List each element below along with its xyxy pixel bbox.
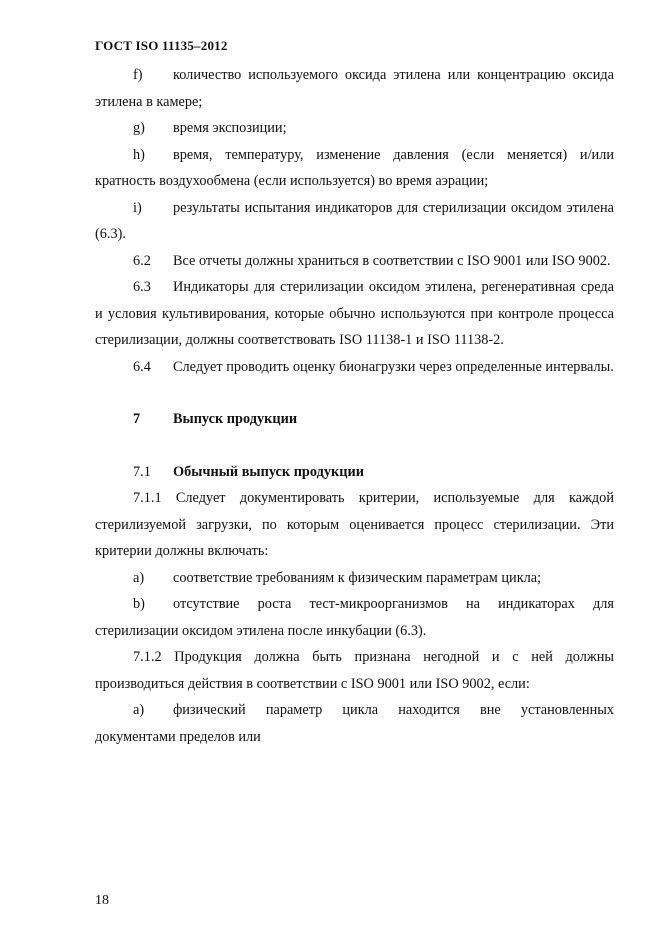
list-item-g <box>95 115 614 142</box>
item-text: соответствие требованиям к физическим параметрам цикла; <box>173 569 542 586</box>
clause-number: 7.1.1 <box>133 490 162 506</box>
clause-number: 7.1.2 <box>133 649 162 665</box>
clause-number: 6.4 <box>133 358 151 375</box>
clause-7-1-2 <box>95 644 614 697</box>
list-item-i <box>95 195 614 248</box>
section-number: 7 <box>133 411 141 427</box>
clause-text: Следует проводить оценку бионагрузки через определенные интервалы. <box>173 358 614 375</box>
document-header: ГОСТ ISO 11135–2012 <box>95 38 228 53</box>
clause-6-4 <box>95 354 614 381</box>
item-text: физический параметр цикла находится вне установленных документами пределов или <box>95 702 614 745</box>
document-body <box>95 62 614 750</box>
clause-6-2 <box>95 248 614 275</box>
item-label: a) <box>133 702 145 718</box>
section-title: Выпуск продукции <box>173 411 298 427</box>
list-item-f <box>95 62 614 115</box>
clause-text: Все отчеты должны храниться в соответствии с ISO 9001 или ISO 9002. <box>173 252 611 269</box>
item-label: i) <box>133 199 142 216</box>
subsection-title: Обычный выпуск продукции <box>173 463 364 480</box>
clause-6-3 <box>95 274 614 354</box>
item-text: количество используемого оксида этилена или концентрацию оксида этилена в камере; <box>95 67 614 110</box>
item-text: отсутствие роста тест-микроорганизмов на индикаторах для стерилизации оксидом этилена после инкубации (6.3). <box>95 596 614 639</box>
list-item-a <box>95 697 614 750</box>
item-label: a) <box>133 569 145 586</box>
clause-text: Индикаторы для стерилизации оксидом этилена, регенеративная среда и условия культивирования, которые обычно используются при контроле процесса стерилизации, должны соответствовать ISO 11138-1 и ISO 11138-2. <box>95 279 614 348</box>
clause-number: 6.3 <box>133 279 151 295</box>
list-item-a <box>95 565 614 592</box>
item-label: f) <box>133 67 143 83</box>
item-label: b) <box>133 596 145 612</box>
item-text: результаты испытания индикаторов для стерилизации оксидом этилена (6.3). <box>95 199 614 242</box>
item-label: h) <box>133 146 145 163</box>
list-item-h <box>95 142 614 195</box>
item-text: время, температуру, изменение давления (если меняется) и/или кратность воздухообмена (если используется) во время аэрации; <box>95 146 614 189</box>
clause-7-1-1 <box>95 485 614 565</box>
item-label: g) <box>133 120 145 136</box>
clause-text: Продукция должна быть признана негодной и с ней должны производиться действия в соответствии с ISO 9001 или ISO 9002, если: <box>95 649 614 692</box>
page-number: 18 <box>95 893 109 908</box>
list-item-b <box>95 591 614 644</box>
subsection-number: 7.1 <box>133 463 151 480</box>
item-text: время экспозиции; <box>173 120 287 136</box>
clause-text: Следует документировать критерии, используемые для каждой стерилизуемой загрузки, по которым оценивается процесс стерилизации. Эти критерии должны включать: <box>95 490 614 559</box>
clause-number: 6.2 <box>133 252 151 269</box>
subsection-heading-7-1 <box>95 459 614 486</box>
section-heading-7 <box>95 406 614 433</box>
